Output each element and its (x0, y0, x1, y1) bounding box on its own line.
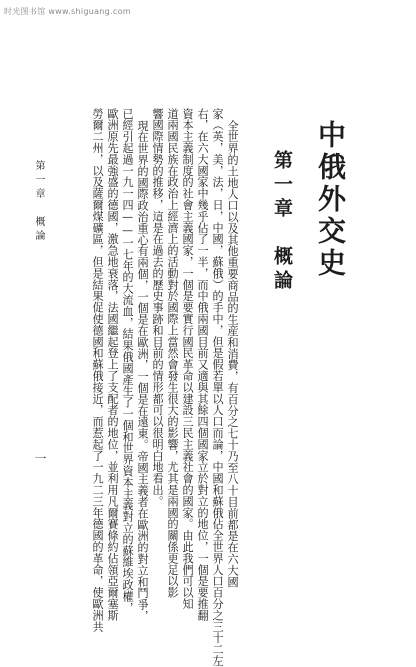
body-column: 勞爾二州，以及薩爾煤礦區，但是結果促使德國和蘇俄接近，而惹起了一九二三年德國的革命，使歐洲共 (91, 108, 104, 633)
body-column: 響國際情勢的推移，這是在過去的歷史事跡和目前的情形都可以很明白地看出。 (151, 108, 164, 507)
chapter-title: 第一章 概論 (271, 150, 293, 294)
body-column: 全世界的土地人口以及其他重要商品的生産和消費，有百分之七十乃至八十目前都是在六大國 (226, 120, 239, 588)
watermark: 时光图书馆 www.shiguang.com (4, 7, 131, 16)
body-column: 道兩國民族在政治上經濟上的活動對於國際上當然會發生很大的影響，尤其是兩國的關係更足以影 (166, 108, 179, 599)
book-title: 中俄外交史 (314, 120, 347, 280)
page-number: 一 (33, 452, 47, 464)
body-column: 右，在六大國家中幾乎佔了一半，而中俄兩國目前又適與其餘四個國家立於對立的地位，一個是要推翻 (196, 108, 209, 621)
body-column: 現在世界的國際政治重心有兩個，一個是在歐洲，一個是在遠東。帝國主義者在歐洲的對立和鬥爭， (136, 120, 149, 622)
body-column: 歐洲原先最強盛的德國，激急地衰落，法國繼起登上了支配者的地位，並利用凡爾賽條約佔領亞爾塞斯 (106, 108, 119, 621)
running-header: 第一章 概論 (33, 160, 44, 244)
body-column: 已經引起過一九一四——一七年的大流血，結果俄國產生了一個和世界資本主義對立的蘇維埃政權， (121, 108, 134, 614)
body-column: 家（英，美，法，日，中國，蘇俄）的手中，但是假若單以人口而論，中國和蘇俄佔全世界人口百分之三十二左 (211, 108, 224, 667)
body-column: 資本主義制度的社會主義國家，一個是要實行國民革命以建設三民主義社會的國家。由此我們可以知 (181, 108, 194, 610)
